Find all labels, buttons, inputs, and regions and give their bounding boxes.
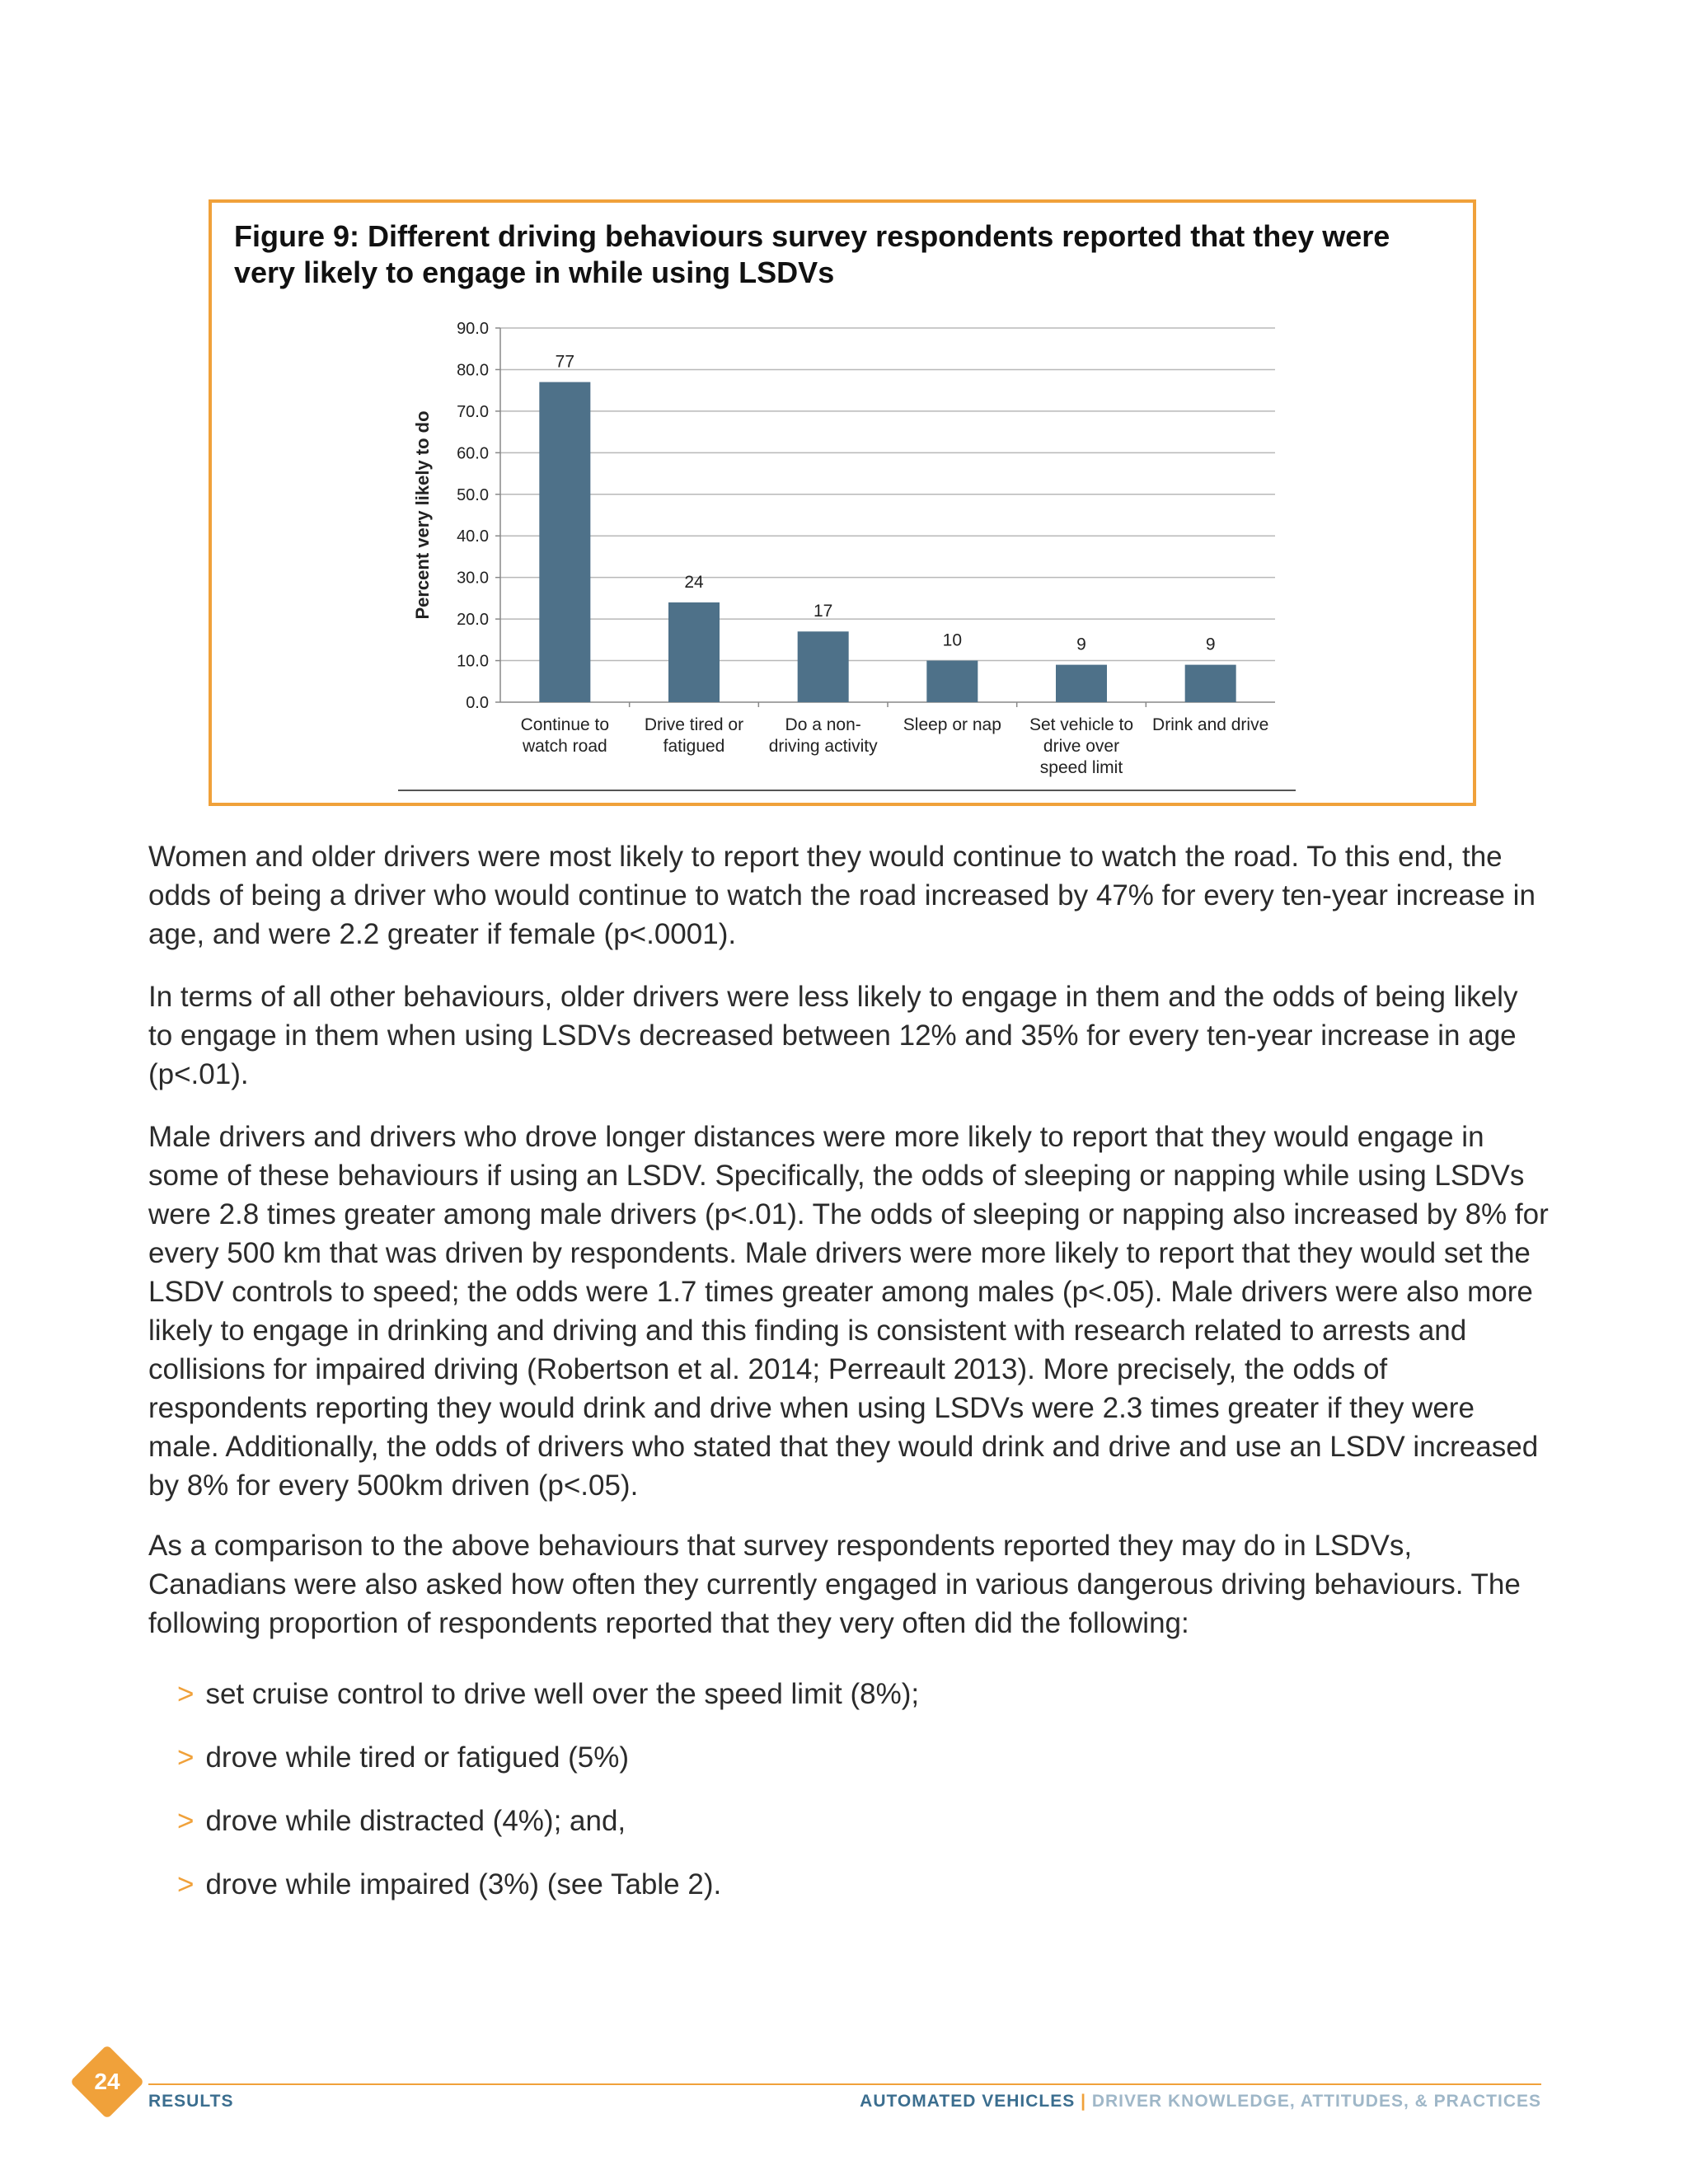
paragraph-3: Male drivers and drivers who drove longer distances were more likely to report that they would engage in some of these behaviours if using an LSDV. Specifically, the odds of sleeping or napping while using LSDVs were 2.8 times greater among male drivers (p<.01). The odds of sleeping or napping also increased by 8% for every 500 km that was driven by respondents. Male drivers were more likely to report that they would set the LSDV controls to speed; the odds were 1.7 times greater among males (p<.05). Male drivers were also more likely to engage in drinking and driving and this finding is consistent with research related to arrests and collisions for impaired driving (Robertson et al. 2014; Perreault 2013). More precisely, the odds of respondents reporting they would drink and drive when using LSDVs were 2.3 times greater if they were male. Additionally, the odds of drivers who stated that they would drink and drive and use an LSDV increased by 8% for every 500km driven (p<.05).: [148, 1121, 1549, 1502]
chevron-right-icon: >: [177, 1678, 195, 1710]
bar: [668, 602, 720, 702]
y-axis-label: Percent very likely to do: [412, 410, 433, 620]
data-label: 24: [684, 572, 704, 592]
y-tick-label: 70.0: [457, 402, 489, 421]
figure-title: Figure 9: Different driving behaviours survey respondents reported that they were very likely to engage in while using LSDVs: [234, 219, 1390, 289]
y-tick-label: 80.0: [457, 361, 489, 380]
y-tick-label: 0.0: [466, 694, 489, 712]
x-tick-label: Drink and drive: [1152, 715, 1269, 734]
y-tick-label: 10.0: [457, 652, 489, 671]
x-tick-label: drive over: [1043, 737, 1120, 756]
data-label: 17: [813, 602, 833, 621]
x-tick-label: driving activity: [768, 737, 878, 756]
y-tick-label: 50.0: [457, 485, 489, 504]
footer-separator: |: [1081, 2092, 1086, 2111]
y-tick-label: 90.0: [457, 320, 489, 338]
data-label: 77: [555, 352, 575, 372]
chevron-right-icon: >: [177, 1868, 195, 1900]
chevron-right-icon: >: [177, 1741, 195, 1774]
bullet-item: > drove while distracted (4%); and,: [177, 1805, 626, 1837]
footer-title: [860, 2092, 1541, 2111]
y-tick-label: 20.0: [457, 611, 489, 630]
data-label: 10: [942, 630, 963, 650]
bar-chart: [0, 0, 1688, 824]
bar: [539, 382, 590, 702]
footer-title-main: AUTOMATED VEHICLES: [860, 2092, 1076, 2111]
y-tick-label: 40.0: [457, 527, 489, 546]
x-tick-label: watch road: [522, 737, 607, 756]
data-label: 9: [1205, 635, 1216, 654]
data-label: 9: [1076, 635, 1086, 654]
y-tick-label: 30.0: [457, 569, 489, 588]
chevron-right-icon: >: [177, 1805, 195, 1837]
x-tick-label: Sleep or nap: [903, 715, 1001, 734]
bar: [1185, 665, 1236, 702]
x-tick-label: fatigued: [663, 737, 725, 756]
x-tick-label: Do a non-: [785, 715, 861, 734]
bullet-item: > drove while tired or fatigued (5%): [177, 1741, 630, 1774]
y-tick-label: 60.0: [457, 444, 489, 463]
bar: [798, 631, 849, 702]
x-tick-label: Drive tired or: [644, 715, 744, 734]
bar: [1056, 665, 1107, 702]
x-tick-label: Set vehicle to: [1029, 715, 1134, 734]
paragraph-1: Women and older drivers were most likely to report they would continue to watch the road. To this end, the odds of being a driver who would continue to watch the road increased by 47% for every ten-year increase in age, and were 2.2 greater if female (p<.0001).: [148, 841, 1536, 950]
paragraph-2: In terms of all other behaviours, older drivers were less likely to engage in them and the odds of being likely to engage in them when using LSDVs decreased between 12% and 35% for every ten-year increase in age (p<.01).: [148, 981, 1518, 1090]
bar: [926, 661, 978, 702]
page-number: 24: [94, 2069, 120, 2094]
paragraph-4: As a comparison to the above behaviours that survey respondents reported they may do in LSDVs, Canadians were also asked how often they currently engaged in various dangerous driving behaviours. The following proportion of respondents reported that they very often did the following:: [148, 1530, 1521, 1639]
footer-title-sub: DRIVER KNOWLEDGE, ATTITUDES, & PRACTICES: [1091, 2092, 1541, 2111]
bullet-list: [177, 1675, 1496, 1929]
bullet-item: > drove while impaired (3%) (see Table 2).: [177, 1868, 722, 1900]
footer-section: RESULTS: [148, 2092, 234, 2111]
x-tick-label: speed limit: [1039, 758, 1123, 777]
bullet-item: > set cruise control to drive well over the speed limit (8%);: [177, 1678, 920, 1710]
footer-divider: [148, 2083, 1541, 2085]
x-tick-label: Continue to: [520, 715, 610, 734]
